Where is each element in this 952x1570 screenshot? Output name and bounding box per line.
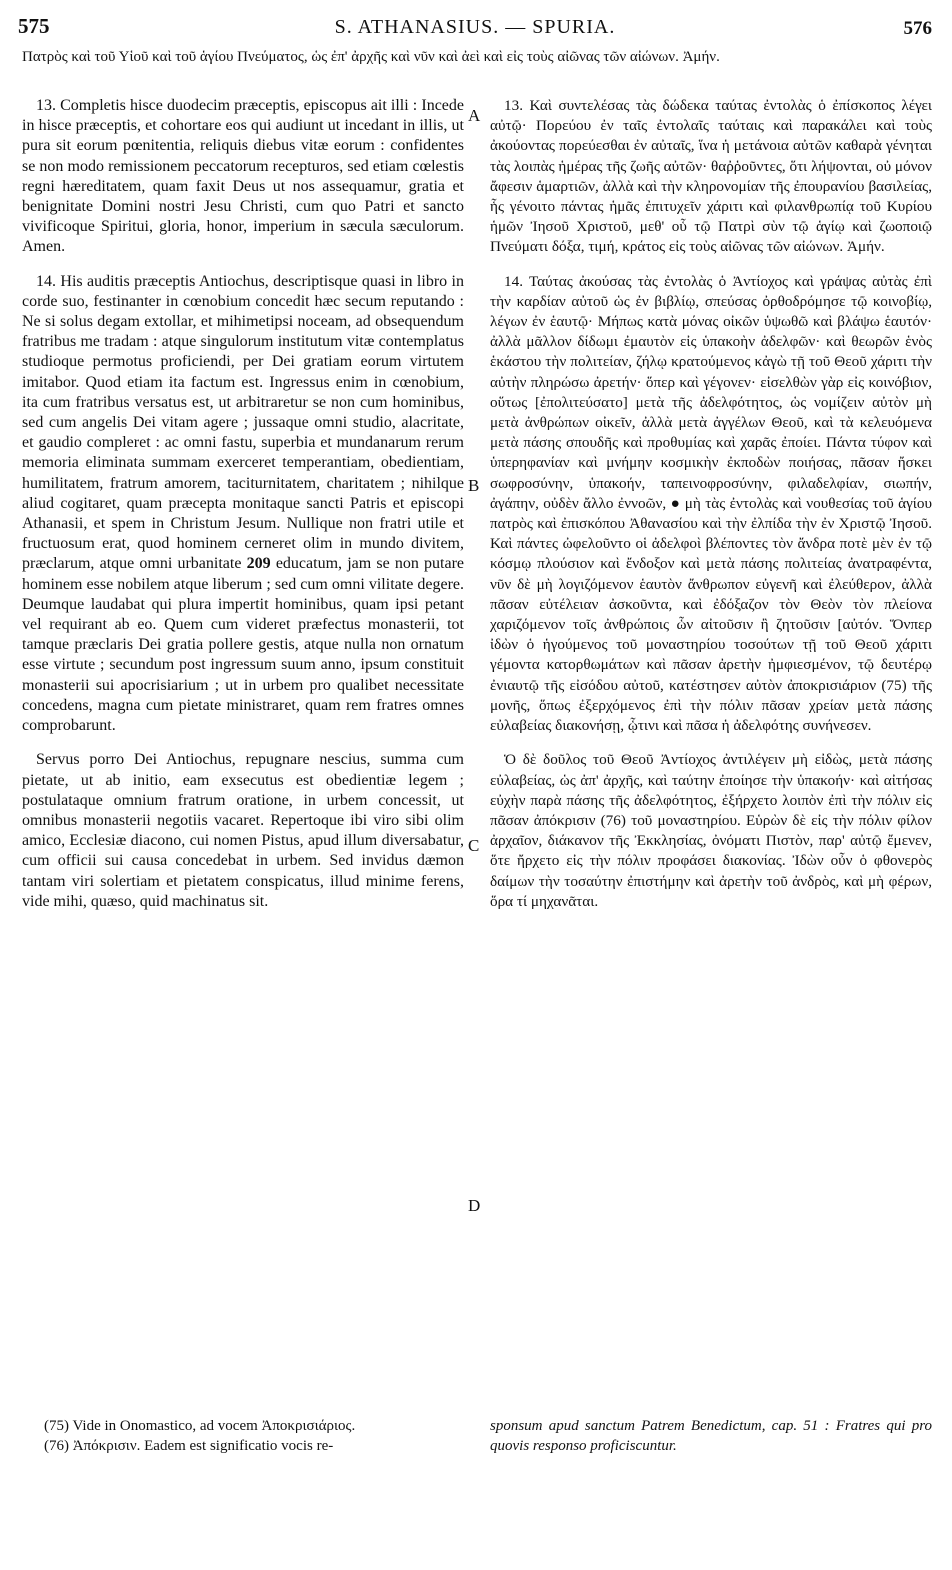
page-header <box>18 14 932 44</box>
latin-column <box>22 96 464 926</box>
margin-letter-b: B <box>468 476 480 495</box>
footnote-continuation: sponsum apud sanctum Patrem Benedictum, cap. 51 : Fratres qui pro quovis responso proficiscuntur. <box>490 1418 932 1454</box>
greek-column <box>490 96 932 926</box>
left-page-number: 575 <box>18 14 50 38</box>
latin-paragraph-servus: Servus porro Dei Antiochus, repugnare nescius, summa cum pietate, ut ab initio, eam exsecutus est obedientiæ legem ; postulataque omnium fratrum oratione, in urbem concessit, ut omnibus monasterii negotiis vacaret. Repertoque ibi viro sibi olim amico, Ecclesiæ diacono, cui nomen Pistus, apud illum diversabatur, cum officii sui causa concedebat in urbem. Sed invidus dæmon tantam viri solertiam et pietatem conspicatus, illud minime ferens, vide mihi, quæso, quid machinatus sit. <box>22 751 464 910</box>
footnotes-left <box>44 1416 464 1456</box>
greek-paragraph-14: 14. Ταύτας ἀκούσας τὰς ἐντολὰς ὁ Ἀντίοχος καὶ γράψας αὐτὰς ἐπὶ τὴν καρδίαν αὐτοῦ ὡς ἐν βιβλίῳ, σπεύσας ὀρθοδρόμησε τῷ κοινοβίῳ, λέγων ἐν ἑαυτῷ· Μήπως κατὰ μόνας οἰκῶν ὑψωθῶ καὶ βλάψω ἑαυτόν· ἀλλὰ μᾶλλον δίδωμι ἐμαυτὸν εἰς ὑπακοὴν ἀδελφῶν· καὶ θεωρῶν ἑνὸς ἑκάστου τὴν πολιτείαν, ζήλῳ κρατούμενος κἀγὼ τῇ τοῦ Θεοῦ χάριτι τὴν αὐτὴν πληρώσω ἀρετήν· ὅπερ καὶ γέγονεν· εἰσελθὼν γὰρ εἰς κοινόβιον, οὕτως [ἐπολιτεύσατο] μετὰ τῆς ἀδελφότητος, ὡς νομίζειν αὐτὸν μὴ μετὰ ἀνθρώπων οἰκεῖν, ἀλλὰ μετὰ ἀγγέλων Θεοῦ, καὶ τὰ κελευόμενα μετὰ πάσης σπουδῆς καὶ προθυμίας καὶ χαρᾶς ἐποίει. Πάντα τύφον καὶ ὑπερηφανίαν καὶ μνήμην κοσμικὴν ἐκποδὼν ποιήσας, πᾶσαν ἤσκει σωφροσύνην, ὑπακοήν, ταπεινοφροσύνην, φιλαδελφίαν, σιωπήν, ἀγάπην, οὐδὲν ἄλλο ἐννοῶν, ● μὴ τὰς ἐντολὰς καὶ νουθεσίας τοῦ ἁγίου πατρὸς καὶ ἐπισκόπου Ἀθανασίου καὶ τὴν ἐλπίδα τὴν ἐν Χριστῷ Ἰησοῦ. Καὶ πάντες ὠφελοῦντο οἱ ἀδελφοὶ βλέποντες τὸν ἄνδρα ποτὲ μὲν ἐν τῷ κόσμῳ πλούσιον καὶ ἔνδοξον καὶ μετὰ πάσης πολιτείας ἀνατραφέντα, νῦν δὲ μὴ λογιζόμενον ἑαυτὸν ἄνθρωπον εὐγενῆ καὶ ἐλεύθερον, ἀλλὰ πᾶσαν εὐτέλειαν ἀσκοῦντα, καὶ ἐδόξαζον τὸν Θεὸν τὸν πλείονα χαριζόμενον τοῖς ἀνθρώποις ὧν αἰτοῦσιν ἢ ζητοῦσιν [αὐτόν. Ὅνπερ ἰδὼν ὁ ἡγούμενος τοῦ μοναστηρίου τοσούτων τῇ τοῦ Θεοῦ χάριτι γέμοντα κατορθωμάτων καὶ πᾶσαν ἀρετὴν ἠμφιεσμένον, τῷ δευτέρῳ ἐνιαυτῷ τῆς εἰσόδου αὐτοῦ, κατέστησεν αὐτὸν ἀποκρισιάριον (75) τῆς μονῆς, ὅπως ἐξερχόμενος ἐπὶ τὴν πόλιν πᾶσαν χρείαν μετὰ πάσης εὐλαβείας διακονήσῃ, ᾧτινι καὶ πᾶσα ἡ ἀδελφότης συνήνεσεν. <box>490 272 932 735</box>
greek-paragraph-13: 13. Καὶ συντελέσας τὰς δώδεκα ταύτας ἐντολὰς ὁ ἐπίσκοπος λέγει αὐτῷ· Πορεύου ἐν ταῖς ἐντολαῖς ταύταις καὶ παρακάλει καὶ τοὺς ἀκούοντας πορεύεσθαι ἐν αὐταῖς, ἵνα ἡ μετάνοια αὐτῶν καθαρὰ γένηται τὰς λοιπὰς ἡμέρας τῆς ζωῆς αὐτῶν· θαῤῥοῦντες, ὅτι λήψονται, οὐ μόνον ἄφεσιν ἁμαρτιῶν, ἀλλὰ καὶ τὴν κληρονομίαν τῆς ἐπουρανίου βασιλείας, ἧς γένοιτο πάντας ἡμᾶς ἐπιτυχεῖν χάριτι καὶ φιλανθρωπίᾳ τοῦ Κυρίου ἡμῶν Ἰησοῦ Χριστοῦ, μεθ' οὗ τῷ Πατρὶ σὺν τῷ ἁγίῳ καὶ ζωοποιῷ Πνεύματι δόξα, τιμή, κράτος εἰς τοὺς αἰῶνας τῶν αἰώνων. Ἀμήν. <box>490 97 932 256</box>
margin-letter-d: D <box>468 1196 481 1215</box>
margin-letter-a: A <box>468 106 481 125</box>
latin-paragraph-13: 13. Completis hisce duodecim præceptis, episcopus ait illi : Incede in hisce præceptis, et cohortare eos qui audiunt ut incedant in illis, ut pura sit eorum pœnitentia, reliquis diebus vitæ eorum : confidentes se non modo remissionem peccatorum recepturos, sed etiam cœlestis regni hæreditatem, quam faxit Deus ut nos assequamur, gratia et benignitate Domini nostri Jesu Christi, cum quo Patri et sancto vivificoque Spiritui, gloria, honor, imperium in sæcula sæculorum. Amen. <box>22 97 464 256</box>
greek-paragraph-doulos: Ὁ δὲ δοῦλος τοῦ Θεοῦ Ἀντίοχος ἀντιλέγειν μὴ εἰδὼς, μετὰ πάσης εὐλαβείας, ὡς ἀπ' ἀρχῆς, καὶ ταύτην ἐποίησε τὴν ὑπακοήν· καὶ αἰτήσας εὐχὴν παρὰ πάσης τῆς ἀδελφότητος, ἐξήρχετο λοιπὸν ἐπὶ τὴν πόλιν εἰς πᾶσαν ἀπόκρισιν (76) τοῦ μοναστηρίου. Εὑρὼν δὲ εἰς τὴν πόλιν φίλον ἀρχαῖον, διάκανον τῆς Ἐκκλησίας, ὀνόματι Πιστὸν, παρ' αὐτῷ ἔμενεν, ὅτε ἤρχετο εἰς τὴν πόλιν προφάσει διακονίας. Ἰδὼν οὖν ὁ φθονερὸς δαίμων τὴν τοσαύτην ἐπιστήμην καὶ ἀρετὴν τοῦ ἀνδρὸς, καὶ μὴ φέρων, ὅρα τί μηχανᾶται. <box>490 751 932 910</box>
latin-paragraph-14-part-b: educatum, jam se non putare hominem esse nobilem atque liberum ; sed cum omni vilitate degere. Deumque laudabat qui plura impertit hominibus, quam ipsi petant vel requirant ab eo. Quem cum videret præfectus monasterii, tot tamque præclaris Dei gratia pollere gestis, atque nulla non ornatum esse virtute ; secundum post ingressum suum anno, ipsum constituit monasterii sui apocrisiarium ; ut in urbem pro qualibet necessitate concedens, magna cum pietate ministraret, quam rem fratres omnes comprobarunt. <box>22 555 465 735</box>
column-number-marker: 209 <box>246 555 271 573</box>
footnote-75: (75) Vide in Onomastico, ad vocem Ἀποκρισιάριος. <box>44 1418 356 1434</box>
greek-intro-line: Πατρὸς καὶ τοῦ Υἱοῦ καὶ τοῦ ἁγίου Πνεύματος, ὡς ἐπ' ἀρχῆς καὶ νῦν καὶ ἀεὶ καὶ εἰς τοὺς αἰῶνας τῶν αἰώνων. Ἀμήν. <box>22 49 720 65</box>
latin-paragraph-14-part-a: 14. His auditis præceptis Antiochus, descriptisque quasi in libro in corde suo, festinanter in cœnobium concedit hæc secum reputando : Ne si solus degam extollar, et mihimetipsi noceam, ad obsequendum fratribus me tradam : atque singulorum institutum vitæ contemplatus studioque permotus proficiendi, per Dei gratiam eorum virtutem imitabor. Quod etiam ita factum est. Ingressus enim in cœnobium, ita cum fratribus versatus est, ut arbitraretur se non cum hominibus, sed cum angelis Dei vitam agere ; jussaque omni studio, alacritate, et gaudio compleret : ac omni fastu, superbia et mundanarum rerum memoria eliminata summam exerceret temperantiam, obedientiam, humilitatem, fratrum amorem, taciturnitatem, charitatem ; nihilque aliud cogitaret, quam præcepta monitaque sancti Patris et episcopi Athanasii, et spem in Christum Jesum. Nullique non fratri utile et fructuosum erat, quod hominem cerneret olim in mundo divitem, præclarum, atque omni urbanitate <box>22 272 464 573</box>
running-title: S. ATHANASIUS. — SPURIA. <box>334 16 616 38</box>
latin-paragraph-14 <box>22 272 464 737</box>
footnote-76: (76) Ἀπόκρισιν. Eadem est significatio vocis re- <box>44 1438 334 1454</box>
right-page-number: 576 <box>903 18 932 39</box>
margin-letter-c: C <box>468 836 480 855</box>
